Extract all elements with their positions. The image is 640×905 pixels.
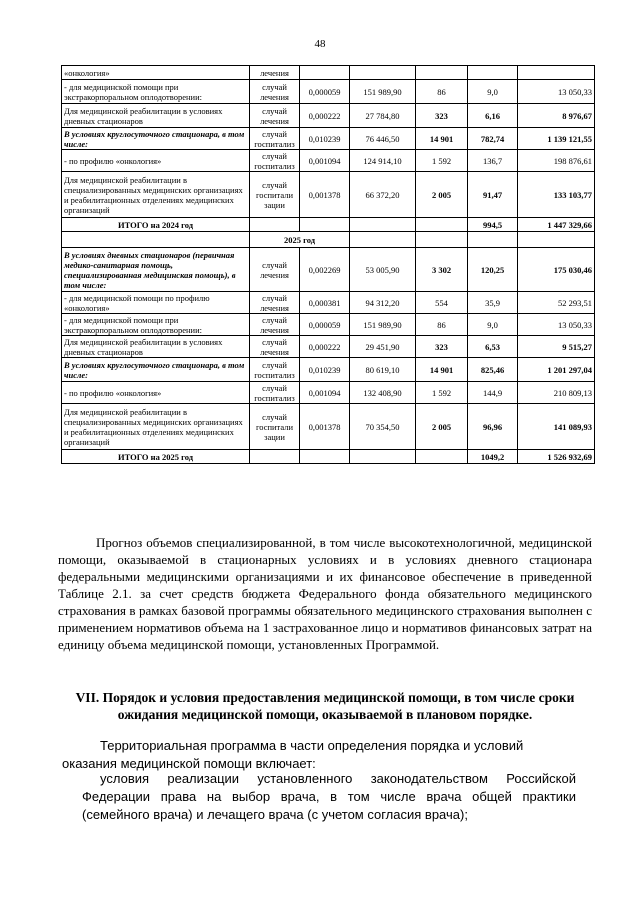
row-unit-cell: случай лечения (250, 314, 300, 336)
table-row (62, 404, 595, 450)
row-unit-cell: случай госпитализ (250, 150, 300, 172)
empty-cell (300, 450, 350, 464)
row-name-cell: Для медицинской реабилитации в условиях дневных стационаров (62, 336, 250, 358)
row-volume-cell: 323 (416, 336, 468, 358)
empty-cell (416, 232, 468, 248)
row-volume-cell: 86 (416, 314, 468, 336)
row-volume-cell: 1 592 (416, 150, 468, 172)
row-per-capita-cell: 782,74 (468, 128, 518, 150)
row-sum-cell: 133 103,77 (518, 172, 595, 218)
row-cost-norm-cell: 70 354,50 (350, 404, 416, 450)
table-row (62, 66, 595, 80)
row-cost-norm-cell: 53 005,90 (350, 248, 416, 292)
row-cost-norm-cell (350, 66, 416, 80)
empty-cell (416, 218, 468, 232)
row-per-capita-cell: 6,16 (468, 104, 518, 128)
row-volume-norm-cell (300, 66, 350, 80)
row-cost-norm-cell: 124 914,10 (350, 150, 416, 172)
row-unit-cell: лечения (250, 66, 300, 80)
row-name-cell: - для медицинской помощи при экстракорпоральном оплодотворении: (62, 80, 250, 104)
row-volume-cell: 86 (416, 80, 468, 104)
row-name-cell: В условиях круглосуточного стационара, в том числе: (62, 128, 250, 150)
doctor-choice-paragraph: условия реализации установленного законодательством Российской Федерации права на выбор врача, в том числе врача общей практики (семейного врача) и лечащего врача (с учетом согласия врача); (82, 771, 576, 822)
row-volume-norm-cell: 0,001094 (300, 150, 350, 172)
row-volume-norm-cell: 0,000222 (300, 336, 350, 358)
row-sum-cell: 1 201 297,04 (518, 358, 595, 382)
row-name-cell: - по профилю «онкология» (62, 382, 250, 404)
row-per-capita-cell: 91,47 (468, 172, 518, 218)
row-sum-cell: 1 139 121,55 (518, 128, 595, 150)
table-row (62, 382, 595, 404)
row-sum-cell: 175 030,46 (518, 248, 595, 292)
table-row (62, 104, 595, 128)
year-row (62, 232, 595, 248)
total-sum-cell: 1 447 329,66 (518, 218, 595, 232)
empty-cell (350, 232, 416, 248)
table-row (62, 314, 595, 336)
table-row (62, 172, 595, 218)
table-row (62, 292, 595, 314)
row-cost-norm-cell: 151 989,90 (350, 314, 416, 336)
row-name-cell: Для медицинской реабилитации в условиях дневных стационаров (62, 104, 250, 128)
row-name-cell: - по профилю «онкология» (62, 150, 250, 172)
empty-cell (300, 218, 350, 232)
row-volume-norm-cell: 0,010239 (300, 128, 350, 150)
row-unit-cell: случай лечения (250, 248, 300, 292)
total-row (62, 450, 595, 464)
row-volume-norm-cell: 0,000381 (300, 292, 350, 314)
row-unit-cell: случай госпитали зации (250, 404, 300, 450)
row-per-capita-cell: 35,9 (468, 292, 518, 314)
row-per-capita-cell: 9,0 (468, 314, 518, 336)
row-unit-cell: случай госпитали зации (250, 172, 300, 218)
financing-table (61, 65, 595, 464)
row-sum-cell (518, 66, 595, 80)
total-label-cell: ИТОГО на 2025 год (62, 450, 250, 464)
row-sum-cell: 198 876,61 (518, 150, 595, 172)
row-volume-cell: 2 005 (416, 172, 468, 218)
row-volume-norm-cell: 0,002269 (300, 248, 350, 292)
row-volume-cell: 554 (416, 292, 468, 314)
table-row (62, 248, 595, 292)
table-row (62, 336, 595, 358)
empty-cell (468, 232, 518, 248)
row-volume-cell: 14 901 (416, 128, 468, 150)
row-per-capita-cell: 9,0 (468, 80, 518, 104)
row-cost-norm-cell: 76 446,50 (350, 128, 416, 150)
row-volume-norm-cell: 0,000222 (300, 104, 350, 128)
row-name-cell: - для медицинской помощи при экстракорпоральном оплодотворении: (62, 314, 250, 336)
row-sum-cell: 13 050,33 (518, 80, 595, 104)
row-per-capita-cell: 136,7 (468, 150, 518, 172)
row-volume-norm-cell: 0,001378 (300, 172, 350, 218)
row-unit-cell: случай лечения (250, 292, 300, 314)
row-volume-cell: 14 901 (416, 358, 468, 382)
row-cost-norm-cell: 94 312,20 (350, 292, 416, 314)
row-per-capita-cell: 6,53 (468, 336, 518, 358)
row-cost-norm-cell: 66 372,20 (350, 172, 416, 218)
row-volume-norm-cell: 0,001094 (300, 382, 350, 404)
empty-cell (62, 232, 250, 248)
row-name-cell: В условиях дневных стационаров (первичная медико-санитарная помощь, специализированная медицинская помощь), в том числе: (62, 248, 250, 292)
empty-cell (250, 450, 300, 464)
total-per-capita-cell: 994,5 (468, 218, 518, 232)
row-name-cell: В условиях круглосуточного стационара, в том числе: (62, 358, 250, 382)
row-sum-cell: 210 809,13 (518, 382, 595, 404)
row-per-capita-cell (468, 66, 518, 80)
row-unit-cell: случай лечения (250, 104, 300, 128)
row-unit-cell: случай госпитализ (250, 358, 300, 382)
row-volume-cell: 323 (416, 104, 468, 128)
row-unit-cell: случай лечения (250, 80, 300, 104)
row-volume-cell (416, 66, 468, 80)
row-volume-cell: 3 302 (416, 248, 468, 292)
row-unit-cell: случай лечения (250, 336, 300, 358)
empty-cell (518, 232, 595, 248)
row-cost-norm-cell: 132 408,90 (350, 382, 416, 404)
row-volume-cell: 2 005 (416, 404, 468, 450)
empty-cell (350, 218, 416, 232)
total-sum-cell: 1 526 932,69 (518, 450, 595, 464)
table-row (62, 150, 595, 172)
row-volume-norm-cell: 0,000059 (300, 80, 350, 104)
row-per-capita-cell: 144,9 (468, 382, 518, 404)
row-unit-cell: случай госпитализ (250, 382, 300, 404)
row-volume-norm-cell: 0,000059 (300, 314, 350, 336)
row-name-cell: - для медицинской помощи по профилю «онкология» (62, 292, 250, 314)
row-cost-norm-cell: 29 451,90 (350, 336, 416, 358)
row-per-capita-cell: 96,96 (468, 404, 518, 450)
row-sum-cell: 13 050,33 (518, 314, 595, 336)
empty-cell (416, 450, 468, 464)
total-row (62, 218, 595, 232)
table-row (62, 128, 595, 150)
row-name-cell: Для медицинской реабилитации в специализированных медицинских организациях и реабилитационных отделениях медицинских организаций (62, 404, 250, 450)
total-per-capita-cell: 1049,2 (468, 450, 518, 464)
row-cost-norm-cell: 27 784,80 (350, 104, 416, 128)
forecast-paragraph: Прогноз объемов специализированной, в том числе высокотехнологичной, медицинской помощи, оказываемой в стационарных условиях и в условиях дневного стационара федеральными медицинскими организациями и их финансовое обеспечение в приведенной Таблице 2.1. за счет средств бюджета Федерального фонда обязательного медицинского страхования в рамках базовой программы обязательного медицинского страхования выполнен с применением нормативов объема на 1 застрахованное лицо и нормативов финансовых затрат на единицу объема медицинской помощи, установленных Программой. (58, 535, 592, 652)
program-paragraph: Территориальная программа в части определения порядка и условий оказания медицинской помощи включает: (62, 738, 524, 771)
section-title: VII. Порядок и условия предоставления медицинской помощи, в том числе сроки ожидания медицинской помощи, оказываемой в плановом порядке. (75, 690, 575, 722)
row-unit-cell: случай госпитализ (250, 128, 300, 150)
row-volume-norm-cell: 0,001378 (300, 404, 350, 450)
total-label-cell: ИТОГО на 2024 год (62, 218, 250, 232)
row-cost-norm-cell: 80 619,10 (350, 358, 416, 382)
row-name-cell: «онкология» (62, 66, 250, 80)
row-cost-norm-cell: 151 989,90 (350, 80, 416, 104)
page-number: 48 (314, 38, 326, 50)
empty-cell (350, 450, 416, 464)
row-name-cell: Для медицинской реабилитации в специализированных медицинских организациях и реабилитационных отделениях медицинских организаций (62, 172, 250, 218)
row-volume-cell: 1 592 (416, 382, 468, 404)
row-sum-cell: 9 515,27 (518, 336, 595, 358)
row-per-capita-cell: 120,25 (468, 248, 518, 292)
table-row (62, 80, 595, 104)
row-sum-cell: 8 976,67 (518, 104, 595, 128)
row-sum-cell: 141 089,93 (518, 404, 595, 450)
row-sum-cell: 52 293,51 (518, 292, 595, 314)
table-row (62, 358, 595, 382)
row-volume-norm-cell: 0,010239 (300, 358, 350, 382)
empty-cell (250, 218, 300, 232)
row-per-capita-cell: 825,46 (468, 358, 518, 382)
year-label-cell: 2025 год (250, 232, 350, 248)
